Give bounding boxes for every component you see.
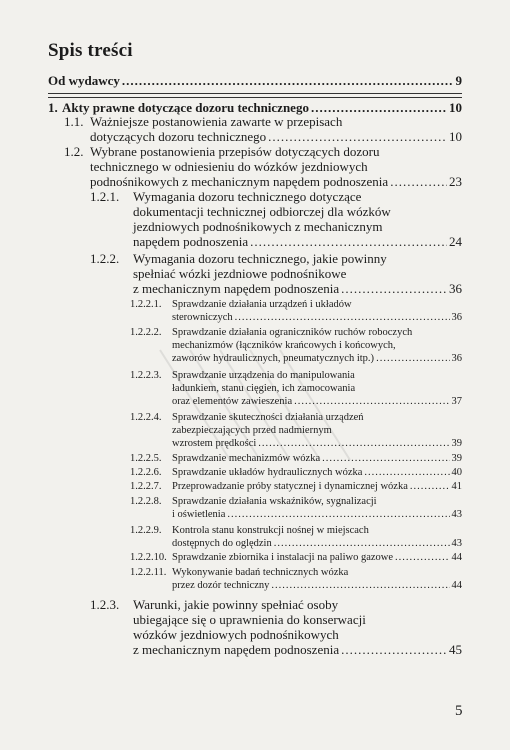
toc-entry-page: 40 bbox=[451, 467, 462, 478]
toc-entry-page: 41 bbox=[451, 481, 462, 492]
toc-entry-page: 10 bbox=[449, 129, 462, 144]
toc-entry-title: Akty prawne dotyczące dozoru technicznego bbox=[62, 100, 309, 115]
toc-entry-title: Sprawdzanie mechanizmów wózka bbox=[172, 453, 321, 464]
toc-entry-page: 44 bbox=[451, 552, 462, 563]
toc-entry[interactable] bbox=[90, 597, 462, 657]
toc-entry-title: Sprawdzanie układów hydraulicznych wózka bbox=[172, 467, 363, 478]
toc-entry-line: Ważniejsze postanowienia zawarte w przepisach bbox=[90, 114, 343, 129]
toc-entry-title: oraz elementów zawieszenia bbox=[172, 396, 293, 407]
toc-entry-line: Wykonywanie badań technicznych wózka bbox=[172, 567, 349, 578]
toc-entry-title: dostępnych do oględzin bbox=[172, 538, 272, 549]
toc-entry-line: spełniać wózki jezdniowe podnośnikowe bbox=[133, 266, 347, 281]
divider-bottom bbox=[48, 97, 462, 98]
toc-entry[interactable] bbox=[64, 144, 462, 189]
toc-entry-number: 1.2.3. bbox=[90, 597, 120, 612]
toc-entry-line: jezdniowych podnośnikowych z mechanicznym bbox=[133, 219, 383, 234]
toc-entry-number: 1.2.2.5. bbox=[130, 453, 162, 464]
divider-top bbox=[48, 93, 462, 94]
toc-entry-title: i oświetlenia bbox=[172, 509, 226, 520]
toc-entry-title: sterowniczych bbox=[172, 312, 233, 323]
toc-entry-page: 10 bbox=[449, 100, 462, 115]
dot-leader bbox=[390, 174, 447, 189]
toc-entry-number: 1.2. bbox=[64, 144, 84, 159]
toc-title: Spis treści bbox=[48, 40, 133, 61]
toc-entry-line: dokumentacji technicznej odbiorczej dla wózków bbox=[133, 204, 391, 219]
toc-entry-line: mechanizmów (łączników krańcowych i końcowych, bbox=[172, 340, 396, 351]
toc-entry-title: Sprawdzanie zbiornika i instalacji na paliwo gazowe bbox=[172, 552, 394, 563]
toc-entry-page: 9 bbox=[455, 73, 462, 88]
toc-entry-number: 1.2.2.8. bbox=[130, 496, 162, 507]
toc-entry-number: 1.2.2.2. bbox=[130, 327, 162, 338]
toc-entry-page: 36 bbox=[449, 281, 462, 296]
toc-entry-title: podnośnikowych z mechanicznym napędem podnoszenia bbox=[90, 174, 389, 189]
toc-entry-title: Od wydawcy bbox=[48, 73, 120, 88]
toc-entry-title: zaworów hydraulicznych, pneumatycznych itp.) bbox=[172, 353, 375, 364]
watermark-logo-icon bbox=[120, 330, 420, 490]
dot-leader bbox=[122, 73, 454, 88]
toc-entry-title: wzrostem prędkości bbox=[172, 438, 257, 449]
toc-entry-line: ubiegające się o uprawnienia do konserwacji bbox=[133, 612, 366, 627]
toc-entry-page: 39 bbox=[451, 453, 462, 464]
toc-entry-number: 1.2.2.4. bbox=[130, 412, 162, 423]
toc-entry-page: 43 bbox=[451, 538, 462, 549]
toc-entry-title: z mechanicznym napędem podnoszenia bbox=[133, 281, 340, 296]
dot-leader bbox=[274, 537, 450, 550]
toc-entry-line: Sprawdzanie skuteczności działania urządzeń bbox=[172, 412, 364, 423]
toc-entry-line: Wybrane postanowienia przepisów dotyczących dozoru bbox=[90, 144, 380, 159]
toc-entry-line: Sprawdzanie działania wskaźników, sygnalizacji bbox=[172, 496, 377, 507]
toc-entry-page: 36 bbox=[451, 312, 462, 323]
toc-entry-line: technicznego w odniesieniu do wózków jezdniowych bbox=[90, 159, 368, 174]
toc-entry-line: Kontrola stanu konstrukcji nośnej w miejscach bbox=[172, 525, 369, 536]
toc-entry-number: 1.2.2.1. bbox=[130, 299, 162, 310]
toc-entry-line: Warunki, jakie powinny spełniać osoby bbox=[133, 597, 339, 612]
toc-entry-number: 1.2.1. bbox=[90, 189, 120, 204]
toc-entry[interactable] bbox=[90, 189, 462, 249]
dot-leader bbox=[341, 642, 447, 657]
toc-entry[interactable] bbox=[130, 298, 462, 324]
toc-entry-number: 1.2.2.3. bbox=[130, 370, 162, 381]
toc-entry-page: 39 bbox=[451, 438, 462, 449]
toc-entry-line: zabezpieczających przed nadmiernym bbox=[172, 425, 332, 436]
toc-entry[interactable] bbox=[90, 251, 462, 296]
dot-leader bbox=[341, 281, 447, 296]
toc-entry-number: 1. bbox=[48, 100, 58, 115]
toc-entry-title: z mechanicznym napędem podnoszenia bbox=[133, 642, 340, 657]
dot-leader bbox=[395, 551, 449, 564]
dot-leader bbox=[311, 100, 447, 115]
dot-leader bbox=[235, 311, 450, 324]
toc-entry[interactable] bbox=[130, 551, 462, 564]
toc-entry[interactable] bbox=[130, 566, 462, 592]
toc-entry[interactable] bbox=[64, 114, 462, 144]
toc-entry-number: 1.2.2.7. bbox=[130, 481, 162, 492]
toc-entry-page: 45 bbox=[449, 642, 462, 657]
toc-entry-page: 23 bbox=[449, 174, 462, 189]
toc-entry[interactable] bbox=[130, 524, 462, 550]
toc-entry-title: przez dozór techniczny bbox=[172, 580, 270, 591]
toc-entry-number: 1.2.2.6. bbox=[130, 467, 162, 478]
toc-entry-line: wózków jezdniowych podnośnikowych bbox=[133, 627, 339, 642]
toc-entry[interactable] bbox=[48, 100, 462, 115]
toc-entry-number: 1.1. bbox=[64, 114, 84, 129]
toc-entry-line: Sprawdzanie urządzenia do manipulowania bbox=[172, 370, 355, 381]
toc-entry-number: 1.2.2.9. bbox=[130, 525, 162, 536]
toc-entry-line: Wymagania dozoru technicznego dotyczące bbox=[133, 189, 362, 204]
toc-entry[interactable] bbox=[48, 73, 462, 88]
toc-entry-line: Sprawdzanie działania ograniczników ruchów roboczych bbox=[172, 327, 413, 338]
toc-entry-line: Wymagania dozoru technicznego, jakie powinny bbox=[133, 251, 387, 266]
toc-entry-page: 43 bbox=[451, 509, 462, 520]
dot-leader bbox=[227, 508, 449, 521]
toc-entry[interactable] bbox=[130, 495, 462, 521]
toc-entry-page: 36 bbox=[451, 353, 462, 364]
toc-entry-page: 44 bbox=[451, 580, 462, 591]
dot-leader bbox=[268, 129, 447, 144]
toc-entry-number: 1.2.2. bbox=[90, 251, 120, 266]
page-number: 5 bbox=[455, 703, 463, 719]
toc-entry-page: 24 bbox=[449, 234, 462, 249]
toc-entry-line: Sprawdzanie działania urządzeń i układów bbox=[172, 299, 352, 310]
toc-entry-title: Przeprowadzanie próby statycznej i dynamicznej wózka bbox=[172, 481, 408, 492]
toc-entry-line: ładunkiem, stanu cięgien, ich zamocowania bbox=[172, 383, 356, 394]
dot-leader bbox=[271, 579, 449, 592]
toc-entry-number: 1.2.2.10. bbox=[130, 552, 167, 563]
toc-entry-title: napędem podnoszenia bbox=[133, 234, 249, 249]
toc-entry-page: 37 bbox=[451, 396, 462, 407]
dot-leader bbox=[250, 234, 447, 249]
toc-entry-number: 1.2.2.11. bbox=[130, 567, 167, 578]
toc-entry-title: dotyczących dozoru technicznego bbox=[90, 129, 267, 144]
